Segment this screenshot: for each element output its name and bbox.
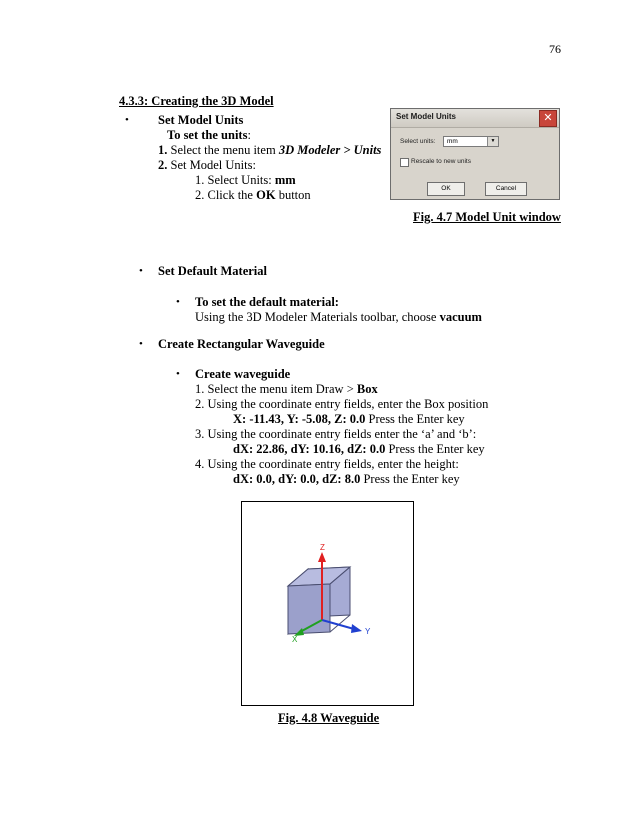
waveguide-3d-view — [242, 502, 413, 705]
z-axis-label: Z — [320, 543, 325, 552]
units-step-2b: 2. Click the OK button — [195, 188, 311, 202]
section-heading: 4.3.3: Creating the 3D Model — [119, 94, 274, 108]
material-sub-bullet: To set the default material: — [195, 295, 339, 309]
waveguide-step-4-values: dX: 0.0, dY: 0.0, dZ: 8.0 Press the Enter key — [233, 472, 460, 486]
bullet-dot-icon: • — [139, 265, 143, 277]
page-number: 76 — [549, 42, 561, 56]
bullet-dot-icon: • — [139, 338, 143, 350]
ok-button[interactable]: OK — [427, 182, 465, 196]
units-step-2a: 1. Select Units: mm — [195, 173, 296, 187]
y-axis-arrow — [351, 624, 362, 633]
bullet-set-default-material: Set Default Material — [158, 264, 267, 278]
units-step-1: 1. Select the menu item 3D Modeler > Units — [158, 143, 382, 157]
units-select[interactable] — [443, 136, 499, 147]
waveguide-step-3-values: dX: 22.86, dY: 10.16, dZ: 0.0 Press the Enter key — [233, 442, 485, 456]
waveguide-step-2-values: X: -11.43, Y: -5.08, Z: 0.0 Press the Enter key — [233, 412, 465, 426]
waveguide-step-4: 4. Using the coordinate entry fields, enter the height: — [195, 457, 459, 471]
select-units-label: Select units: — [400, 138, 436, 145]
dialog-title: Set Model Units — [396, 112, 457, 121]
rescale-label: Rescale to new units — [411, 158, 471, 165]
material-instruction: Using the 3D Modeler Materials toolbar, choose vacuum — [195, 310, 482, 324]
bullet-set-model-units: Set Model Units — [158, 113, 244, 127]
bullet-dot-icon: • — [176, 368, 180, 380]
rescale-checkbox[interactable] — [400, 158, 409, 167]
units-sub-heading: To set the units: — [167, 128, 251, 142]
bullet-create-waveguide: Create Rectangular Waveguide — [158, 337, 325, 351]
bullet-dot-icon: • — [176, 296, 180, 308]
waveguide-step-1: 1. Select the menu item Draw > Box — [195, 382, 378, 396]
units-step-2: 2. Set Model Units: — [158, 158, 256, 172]
y-axis-label: Y — [365, 627, 371, 636]
fig-4-8-caption: Fig. 4.8 Waveguide — [278, 711, 380, 725]
dialog-title-bar — [391, 109, 559, 128]
waveguide-figure — [241, 501, 414, 706]
chevron-down-icon[interactable]: ▼ — [487, 137, 498, 146]
waveguide-step-2: 2. Using the coordinate entry fields, enter the Box position — [195, 397, 489, 411]
units-select-value: mm — [447, 138, 458, 145]
cancel-button[interactable]: Cancel — [485, 182, 527, 196]
bullet-dot-icon: • — [125, 114, 129, 126]
x-axis-label: X — [292, 635, 298, 644]
close-icon[interactable]: ✕ — [539, 110, 557, 127]
waveguide-sub-bullet: Create waveguide — [195, 367, 291, 381]
fig-4-7-caption: Fig. 4.7 Model Unit window — [413, 210, 561, 224]
waveguide-step-3: 3. Using the coordinate entry fields enter the ‘a’ and ‘b’: — [195, 427, 477, 441]
z-axis-arrow — [318, 552, 326, 562]
model-units-dialog — [390, 108, 560, 200]
